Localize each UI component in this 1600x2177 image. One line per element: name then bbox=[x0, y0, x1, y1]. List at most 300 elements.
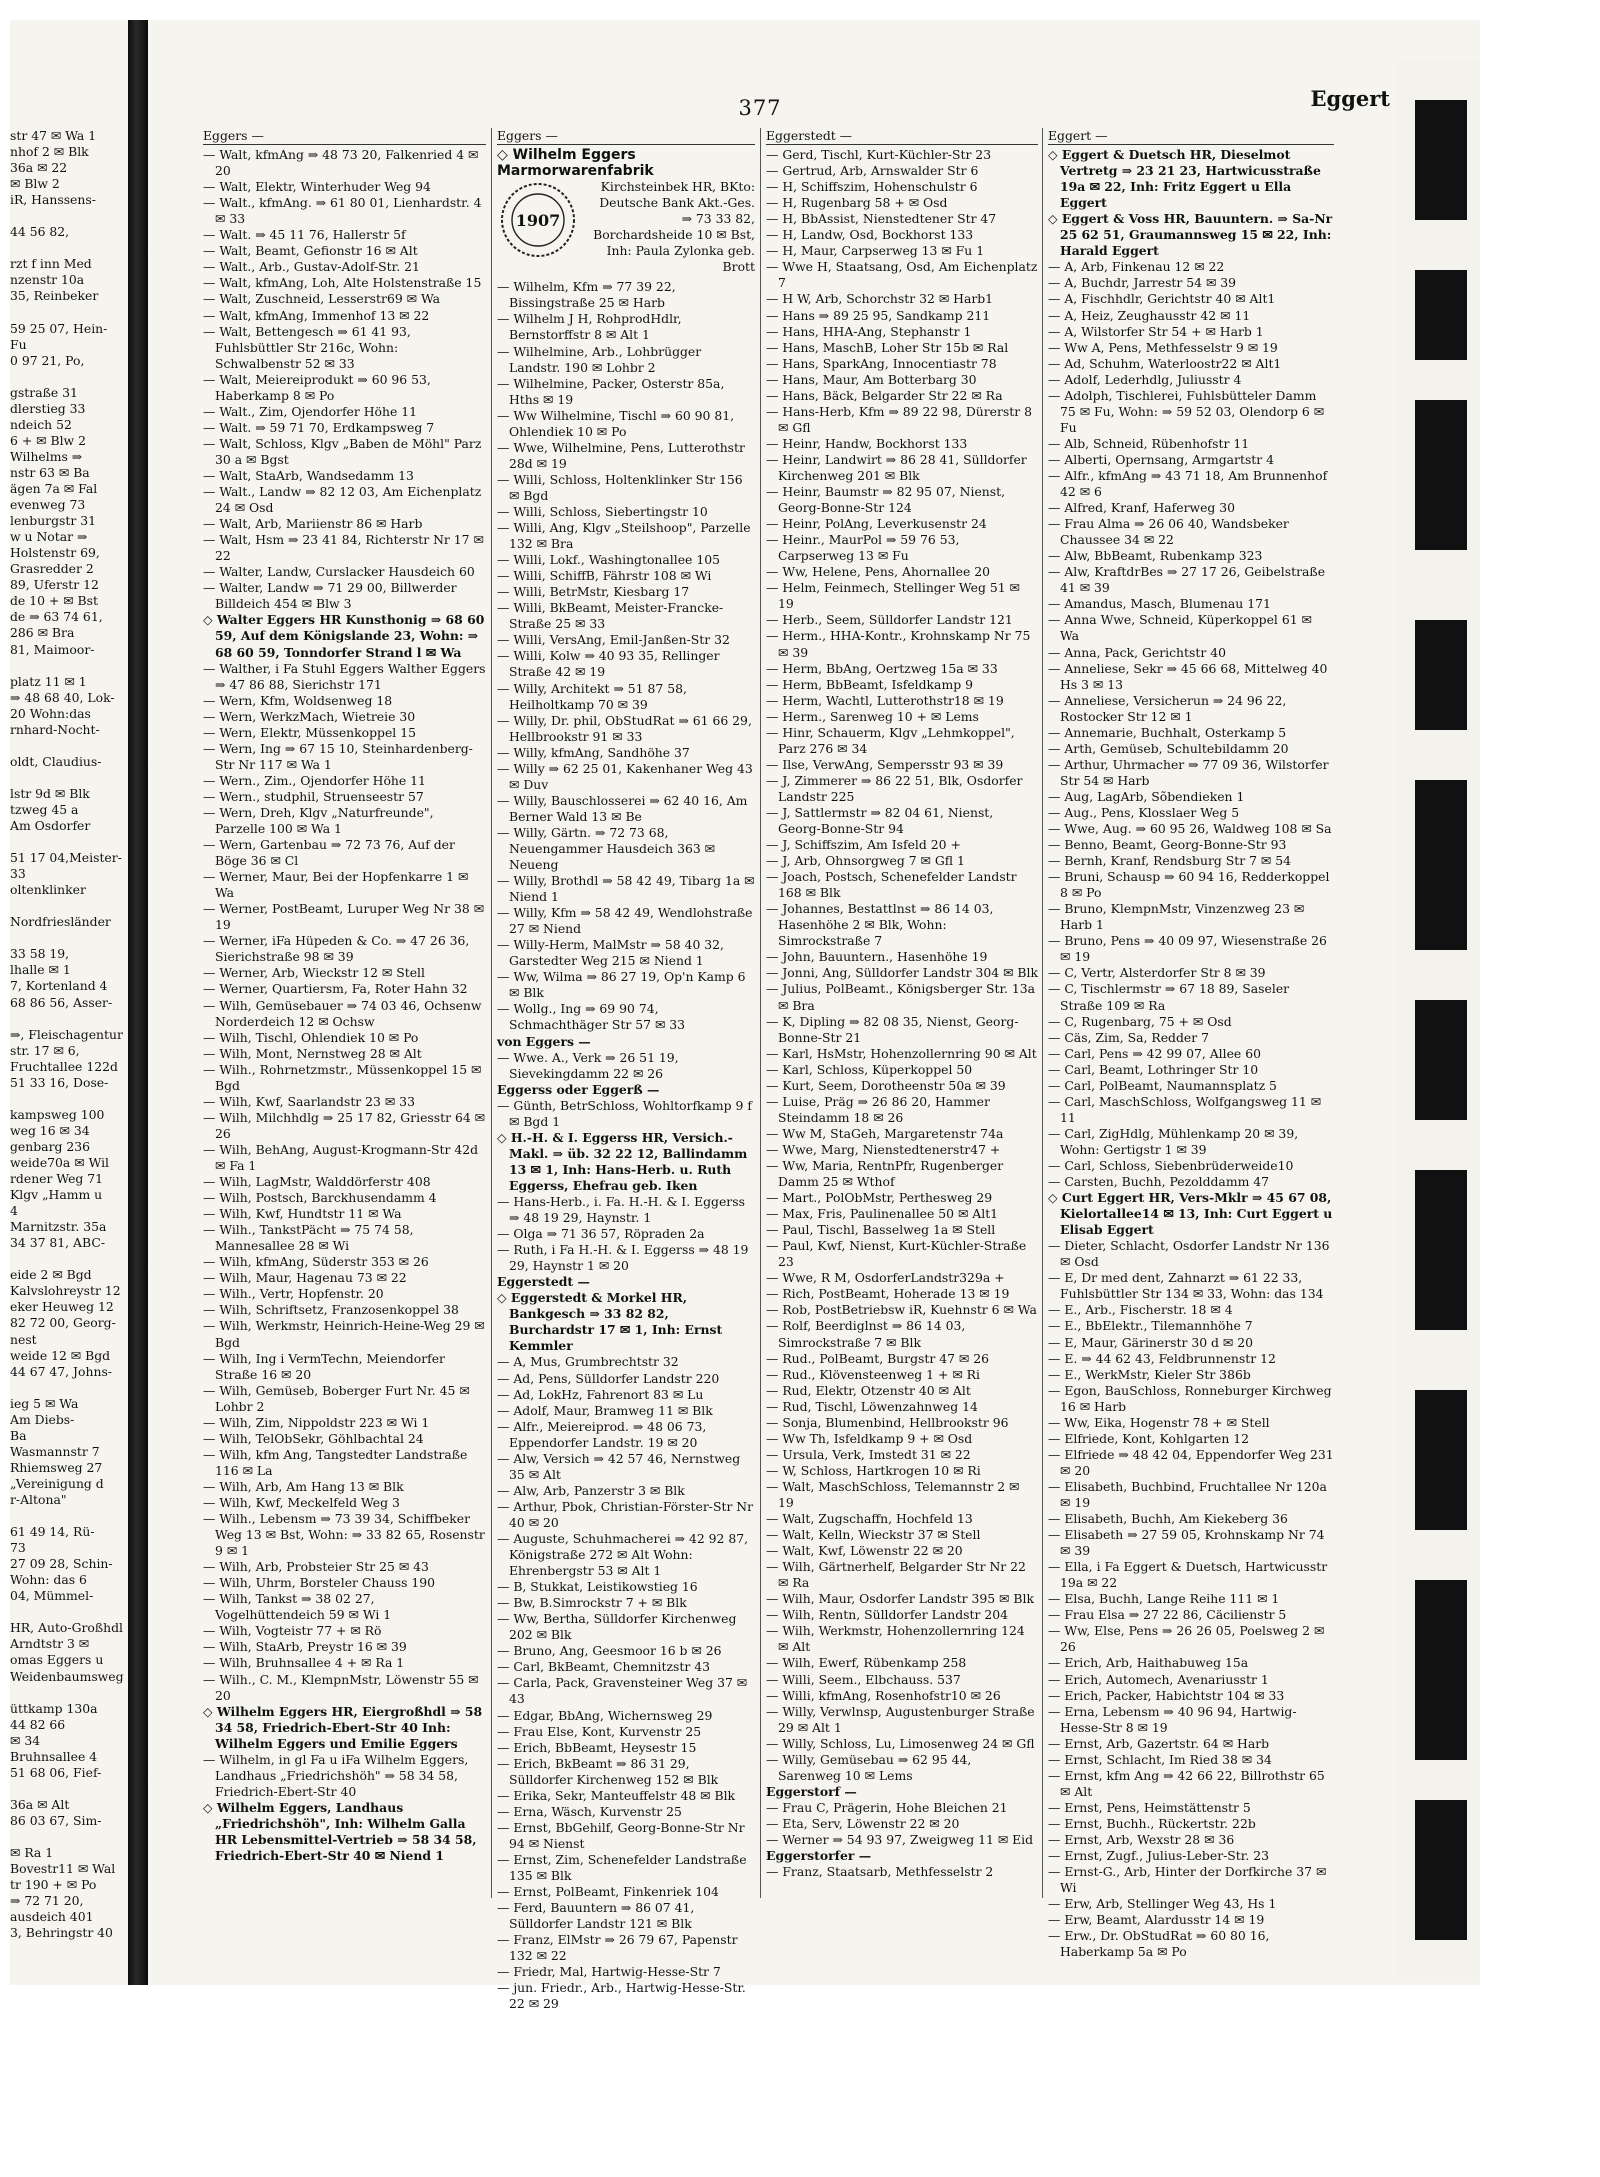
directory-entry: — Wilh, TelObSekr, Göhlbachtal 24 bbox=[203, 1430, 424, 1446]
directory-entry: — Walt, Zuschneid, Lesserstr69 ✉ Wa bbox=[203, 291, 441, 307]
fragment-line: 81, Maimoor- bbox=[10, 641, 95, 657]
fragment-line bbox=[10, 305, 128, 321]
directory-entry: — Luise, Präg ⇒ 26 86 20, Hammer Steindamm 18 ✉ 26 bbox=[766, 1093, 990, 1125]
fragment-line: r-Altona" bbox=[10, 1491, 67, 1507]
directory-entry: Eggerstorfer — bbox=[766, 1848, 872, 1864]
directory-entry: — Herm., HHA-Kontr., Krohnskamp Nr 75 ✉ 39 bbox=[766, 628, 1031, 660]
left-page-fragment bbox=[10, 128, 128, 1941]
directory-entry: — Adolf, Lederhdlg, Juliusstr 4 bbox=[1048, 371, 1242, 387]
fragment-line: ⇒ 72 71 20, bbox=[10, 1893, 84, 1909]
directory-entry: — Wern, Elektr, Müssenkoppel 15 bbox=[203, 724, 416, 740]
directory-entry: — Willi, Schloss, Holtenklinker Str 156 ✉ Bgd bbox=[497, 471, 743, 503]
fragment-line bbox=[10, 240, 128, 256]
directory-entry: ◇ Eggert & Duetsch HR, Dieselmot Vertretg ⇒ 23 21 23, Hartwicusstraße 19a ✉ 22, Inh: Fritz Eggert u Ella Eggert bbox=[1048, 147, 1321, 211]
directory-entry: Eggerstorf — bbox=[766, 1783, 857, 1799]
directory-entry: — Alberti, Opernsang, Armgartstr 4 bbox=[1048, 451, 1275, 467]
directory-entry: — Willi, VersAng, Emil-Janßen-Str 32 bbox=[497, 632, 730, 648]
fragment-line: str 47 ✉ Wa 1 bbox=[10, 128, 97, 143]
svg-text:1907: 1907 bbox=[515, 211, 561, 231]
directory-entry: — Bruno, KlempnMstr, Vinzenzweg 23 ✉ Harb 1 bbox=[1048, 901, 1305, 933]
directory-entry: — Arth, Gemüseb, Schultebildamm 20 bbox=[1048, 740, 1289, 756]
directory-entry: — Willy-Herm, MalMstr ⇒ 58 40 32, Garstedter Weg 215 ✉ Niend 1 bbox=[497, 937, 724, 969]
directory-entry: Eggerss oder Eggerß — bbox=[497, 1081, 660, 1097]
directory-entry: — Alw, Versich ⇒ 42 57 46, Nernstweg 35 ✉ Alt bbox=[497, 1450, 741, 1482]
directory-entry: — Ernst, Buchh., Rückertstr. 22b bbox=[1048, 1815, 1256, 1831]
directory-entry: — Wwe, R M, OsdorferLandstr329a + bbox=[766, 1270, 1005, 1286]
directory-column-4 bbox=[1048, 128, 1334, 1960]
fragment-line: Fruchtallee 122d bbox=[10, 1058, 118, 1074]
directory-entry: — Johannes, Bestattlnst ⇒ 86 14 03, Hasenhöhe 2 ✉ Blk, Wohn: Simrockstraße 7 bbox=[766, 901, 994, 949]
advertisement-title: ◇ Wilhelm Eggers Marmorwarenfabrik bbox=[497, 147, 654, 180]
directory-entry: — J, Zimmerer ⇒ 86 22 51, Blk, Osdorfer Landstr 225 bbox=[766, 772, 1023, 804]
column-head: Eggers — bbox=[497, 128, 755, 145]
directory-entry: — Elisabeth ⇒ 27 59 05, Krohnskamp Nr 74 ✉ 39 bbox=[1048, 1527, 1325, 1559]
directory-entry: — Heinr, Baumstr ⇒ 82 95 07, Nienst, Georg-Bonne-Str 124 bbox=[766, 484, 1006, 516]
directory-entry: — Walt., Landw ⇒ 82 12 03, Am Eichenplatz 24 ✉ Osd bbox=[203, 484, 482, 516]
directory-entry: — E., Arb., Fischerstr. 18 ✉ 4 bbox=[1048, 1302, 1233, 1318]
directory-entry: — Walt, kfmAng, Loh, Alte Holstenstraße 15 bbox=[203, 275, 482, 291]
directory-entry: — Heinr, PolAng, Leverkusenstr 24 bbox=[766, 516, 987, 532]
directory-entry: — Rud., Klövensteenweg 1 + ✉ Ri bbox=[766, 1366, 980, 1382]
directory-entry: — Bruni, Schausp ⇒ 60 94 16, Redderkoppel 8 ✉ Po bbox=[1048, 869, 1330, 901]
fragment-line: 44 67 47, Johns- bbox=[10, 1363, 112, 1379]
directory-entry: — Wilh, Maur, Osdorfer Landstr 395 ✉ Blk bbox=[766, 1591, 1034, 1607]
fragment-line: Kalvslohreystr 12 bbox=[10, 1283, 121, 1299]
fragment-line bbox=[10, 658, 128, 674]
fragment-line bbox=[10, 1011, 128, 1027]
directory-entry: ◇ Eggerstedt & Morkel HR, Bankgesch ⇒ 33 82 82, Burchardstr 17 ✉ 1, Inh: Ernst Kemmler bbox=[497, 1290, 723, 1354]
directory-entry: — Annemarie, Buchhalt, Osterkamp 5 bbox=[1048, 724, 1287, 740]
fragment-line bbox=[10, 738, 128, 754]
directory-entry: — Walt, Zugschaffn, Hochfeld 13 bbox=[766, 1511, 973, 1527]
directory-entry: — Joach, Postsch, Schenefelder Landstr 168 ✉ Blk bbox=[766, 869, 1017, 901]
fragment-line bbox=[10, 1091, 128, 1107]
directory-entry: — Wwe, Aug. ⇒ 60 95 26, Waldweg 108 ✉ Sa bbox=[1048, 821, 1332, 837]
directory-entry: — Willy, Brothdl ⇒ 58 42 49, Tibarg 1a ✉ Niend 1 bbox=[497, 873, 755, 905]
directory-entry: — Arthur, Pbok, Christian-Förster-Str Nr 40 ✉ 20 bbox=[497, 1498, 754, 1530]
directory-entry: — Bruno, Pens ⇒ 40 09 97, Wiesenstraße 26 ✉ 19 bbox=[1048, 933, 1327, 965]
directory-entry: — Walt., Zim, Ojendorfer Höhe 11 bbox=[203, 403, 418, 419]
directory-entry: — Anna, Pack, Gerichtstr 40 bbox=[1048, 644, 1226, 660]
directory-entry: — Willy, Gemüsebau ⇒ 62 95 44, Sarenweg 10 ✉ Lems bbox=[766, 1751, 972, 1783]
fragment-line: tzweg 45 a bbox=[10, 801, 79, 817]
directory-entry: — Wilh, kfm Ang, Tangstedter Landstraße 116 ✉ La bbox=[203, 1446, 468, 1478]
directory-entry: — Hans-Herb., i. Fa. H.-H. & I. Eggerss ⇒ 48 19 29, Haynstr. 1 bbox=[497, 1194, 745, 1226]
directory-entry: — Wern, WerkzMach, Wietreie 30 bbox=[203, 708, 416, 724]
directory-entry: — Wilh, Schriftsetz, Franzosenkoppel 38 bbox=[203, 1302, 459, 1318]
directory-entry: — Helm, Feinmech, Stellinger Weg 51 ✉ 19 bbox=[766, 580, 1020, 612]
directory-entry: — H, Rugenbarg 58 + ✉ Osd bbox=[766, 195, 948, 211]
directory-entry: — Erw, Beamt, Alardusstr 14 ✉ 19 bbox=[1048, 1912, 1265, 1928]
fragment-line: 73 bbox=[10, 1540, 26, 1556]
directory-entry: — Bw, B.Simrockstr 7 + ✉ Blk bbox=[497, 1595, 687, 1611]
fragment-line: dlerstieg 33 bbox=[10, 400, 86, 416]
directory-entry: — Sonja, Blumenbind, Hellbrookstr 96 bbox=[766, 1414, 1009, 1430]
fragment-line: 04, Mümmel- bbox=[10, 1588, 94, 1604]
directory-entry: — H W, Arb, Schorchstr 32 ✉ Harb1 bbox=[766, 291, 994, 307]
directory-entry: — Carl, PolBeamt, Naumannsplatz 5 bbox=[1048, 1077, 1277, 1093]
fragment-line: Rhiemsweg 27 bbox=[10, 1459, 103, 1475]
directory-entry: — Werner, Maur, Bei der Hopfenkarre 1 ✉ Wa bbox=[203, 869, 469, 901]
directory-entry: — Ad, Pens, Sülldorfer Landstr 220 bbox=[497, 1370, 720, 1386]
directory-entry: — Ernst, Zim, Schenefelder Landstraße 135 ✉ Blk bbox=[497, 1851, 747, 1883]
fragment-line: str. 17 ✉ 6, bbox=[10, 1042, 80, 1058]
directory-entry: — Hans, MaschB, Loher Str 15b ✉ Ral bbox=[766, 339, 1009, 355]
fragment-line: genbarg 236 bbox=[10, 1138, 91, 1154]
directory-entry: — Günth, BetrSchloss, Wohltorfkamp 9 f ✉ Bgd 1 bbox=[497, 1097, 752, 1129]
fragment-line: 20 Wohn:das bbox=[10, 705, 91, 721]
directory-entry: — Willi, Lokf., Washingtonallee 105 bbox=[497, 552, 720, 568]
directory-entry: — Franz, Staatsarb, Methfesselstr 2 bbox=[766, 1864, 994, 1880]
directory-entry: — Rich, PostBeamt, Hoherade 13 ✉ 19 bbox=[766, 1286, 1010, 1302]
fragment-line bbox=[10, 1380, 128, 1396]
directory-entry: — Hans, Bäck, Belgarder Str 22 ✉ Ra bbox=[766, 387, 1003, 403]
book-gutter-shadow bbox=[128, 20, 148, 1985]
directory-entry: — Friedr, Mal, Hartwig-Hesse-Str 7 bbox=[497, 1964, 721, 1980]
fragment-line: nest bbox=[10, 1331, 37, 1347]
fragment-line: lenburgstr 31 bbox=[10, 513, 97, 529]
directory-entry: — Hans, HHA-Ang, Stephanstr 1 bbox=[766, 323, 972, 339]
directory-entry: — Wilhelm, in gl Fa u iFa Wilhelm Eggers, Landhaus „Friedrichshöh" ⇒ 58 34 58, Friedrich-Ebert-Str 40 bbox=[203, 1751, 469, 1799]
directory-entry: — Erika, Sekr, Manteuffelstr 48 ✉ Blk bbox=[497, 1787, 736, 1803]
directory-entry: — Alw, KraftdrBes ⇒ 27 17 26, Geibelstraße 41 ✉ 39 bbox=[1048, 564, 1326, 596]
directory-entry: — Alfred, Kranf, Haferweg 30 bbox=[1048, 500, 1236, 516]
directory-entry: — Wern, Ing ⇒ 67 15 10, Steinhardenberg-Str Nr 117 ✉ Wa 1 bbox=[203, 740, 473, 772]
directory-entry: — Dieter, Schlacht, Osdorfer Landstr Nr 136 ✉ Osd bbox=[1048, 1238, 1330, 1270]
directory-entry: — Erw, Arb, Stellinger Weg 43, Hs 1 bbox=[1048, 1896, 1277, 1912]
directory-entry: — Jonni, Ang, Sülldorfer Landstr 304 ✉ Blk bbox=[766, 965, 1038, 981]
directory-entry: — Wern., Zim., Ojendorfer Höhe 11 bbox=[203, 772, 426, 788]
directory-entry: — Willy, Architekt ⇒ 51 87 58, Heilholtkamp 70 ✉ 39 bbox=[497, 680, 687, 712]
directory-entry: — Erna, Lebensm ⇒ 40 96 94, Hartwig-Hesse-Str 8 ✉ 19 bbox=[1048, 1703, 1297, 1735]
directory-entry: — A, Buchdr, Jarrestr 54 ✉ 39 bbox=[1048, 275, 1237, 291]
directory-entry: — Ernst, PolBeamt, Finkenriek 104 bbox=[497, 1884, 719, 1900]
directory-entry: — Adolph, Tischlerei, Fuhlsbütteler Damm 75 ✉ Fu, Wohn: ⇒ 59 52 03, Olendorp 6 ✉ Fu bbox=[1048, 387, 1325, 435]
directory-entry: — Max, Fris, Paulinenallee 50 ✉ Alt1 bbox=[766, 1206, 999, 1222]
directory-entry: — E. ⇒ 44 62 43, Feldbrunnenstr 12 bbox=[1048, 1350, 1276, 1366]
fragment-line bbox=[10, 930, 128, 946]
fragment-line: 34 37 81, ABC- bbox=[10, 1235, 106, 1251]
directory-entry: — Amandus, Masch, Blumenau 171 bbox=[1048, 596, 1271, 612]
directory-entry: — Gerd, Tischl, Kurt-Küchler-Str 23 bbox=[766, 147, 992, 163]
fragment-line: HR, Auto-Großhdl bbox=[10, 1620, 123, 1636]
directory-entry: — Carla, Pack, Gravensteiner Weg 37 ✉ 43 bbox=[497, 1675, 748, 1707]
directory-entry: — Ernst, Pens, Heimstättenstr 5 bbox=[1048, 1799, 1251, 1815]
fragment-line: iR, Hanssens- bbox=[10, 192, 96, 208]
directory-entry: — Arthur, Uhrmacher ⇒ 77 09 36, Wilstorfer Str 54 ✉ Harb bbox=[1048, 756, 1329, 788]
directory-entry: — Ww, Wilma ⇒ 86 27 19, Op'n Kamp 6 ✉ Blk bbox=[497, 969, 746, 1001]
directory-entry: — Wilh, Kwf, Meckelfeld Weg 3 bbox=[203, 1494, 400, 1510]
directory-entry: — Carl, BkBeamt, Chemnitzstr 43 bbox=[497, 1659, 710, 1675]
directory-entry: — Anneliese, Sekr ⇒ 45 66 68, Mittelweg 40 Hs 3 ✉ 13 bbox=[1048, 660, 1328, 692]
directory-entry: — Aug, LagArb, Sõbendieken 1 bbox=[1048, 788, 1245, 804]
directory-entry: — Willy, Verwlnsp, Augustenburger Straße 29 ✉ Alt 1 bbox=[766, 1703, 1035, 1735]
directory-entry: — Bruno, Ang, Geesmoor 16 b ✉ 26 bbox=[497, 1643, 722, 1659]
directory-entry: — John, Bauuntern., Hasenhöhe 19 bbox=[766, 949, 988, 965]
directory-entry: — Wern., studphil, Struenseestr 57 bbox=[203, 788, 424, 804]
fragment-line: weg 16 ✉ 34 bbox=[10, 1122, 90, 1138]
fragment-line: gstraße 31 bbox=[10, 384, 78, 400]
directory-entry: — Eta, Serv, Löwenstr 22 ✉ 20 bbox=[766, 1815, 960, 1831]
directory-entry: — Herb., Seem, Sülldorfer Landstr 121 bbox=[766, 612, 1013, 628]
fragment-line: 6 + ✉ Blw 2 bbox=[10, 432, 86, 448]
directory-entry: — Elisabeth, Buchbind, Fruchtallee Nr 120a ✉ 19 bbox=[1048, 1478, 1327, 1510]
directory-entry: ◇ H.-H. & I. Eggerss HR, Versich.-Makl. ⇒ üb. 32 22 12, Ballindamm 13 ✉ 1, Inh: Hans-Herb. u. Ruth Eggerss, Ehefrau geb. Iken bbox=[497, 1129, 748, 1193]
directory-entry: — Rud., PolBeamt, Burgstr 47 ✉ 26 bbox=[766, 1350, 990, 1366]
directory-entry: — Ilse, VerwAng, Sempersstr 93 ✉ 39 bbox=[766, 756, 1004, 772]
directory-entry: ◇ Wilhelm Eggers, Landhaus „Friedrichshöh", Inh: Wilhelm Galla HR Lebensmittel-Vertrieb ⇒ 58 34 58, Friedrich-Ebert-Str 40 ✉ Niend 1 bbox=[203, 1799, 477, 1864]
column-head: Eggerstedt — bbox=[766, 128, 1038, 145]
directory-entry: — Frau Elsa ⇒ 27 22 86, Cäcilienstr 5 bbox=[1048, 1607, 1287, 1623]
directory-entry: — Adolf, Maur, Bramweg 11 ✉ Blk bbox=[497, 1402, 713, 1418]
directory-entry: — Wilh., Lebensm ⇒ 73 39 34, Schiffbeker Weg 13 ✉ Bst, Wohn: ⇒ 33 82 65, Rosenstr 9 ✉ 1 bbox=[203, 1511, 485, 1559]
fragment-line: Fu bbox=[10, 336, 27, 352]
directory-entry: — Egon, BauSchloss, Ronneburger Kirchweg 16 ✉ Harb bbox=[1048, 1382, 1332, 1414]
fragment-line: omas Eggers u bbox=[10, 1652, 104, 1668]
directory-entry: — Wilh, Ewerf, Rübenkamp 258 bbox=[766, 1655, 967, 1671]
directory-entry: — A, Fischhdlr, Gerichtstr 40 ✉ Alt1 bbox=[1048, 291, 1276, 307]
directory-entry: — Wilh, Uhrm, Borsteler Chauss 190 bbox=[203, 1575, 436, 1591]
directory-entry: — Willy, Kfm ⇒ 58 42 49, Wendlohstraße 27 ✉ Niend bbox=[497, 905, 753, 937]
fragment-line bbox=[10, 898, 128, 914]
fragment-line: Klgv „Hamm u bbox=[10, 1187, 103, 1203]
directory-entry: — B, Stukkat, Leistikowstieg 16 bbox=[497, 1579, 698, 1595]
directory-entry: — Willy, kfmAng, Sandhöhe 37 bbox=[497, 744, 690, 760]
fragment-line: de 10 + ✉ Bst bbox=[10, 593, 98, 609]
directory-entry: — Rud, Elektr, Otzenstr 40 ✉ Alt bbox=[766, 1382, 971, 1398]
fragment-line: 44 56 82, bbox=[10, 224, 70, 240]
directory-entry: — Ernst-G., Arb, Hinter der Dorfkirche 37 ✉ Wi bbox=[1048, 1864, 1327, 1896]
directory-entry: — Erich, Automech, Avenariusstr 1 bbox=[1048, 1671, 1269, 1687]
directory-entry: — Rud, Tischl, Löwenzahnweg 14 bbox=[766, 1398, 978, 1414]
directory-entry: — C, Tischlermstr ⇒ 67 18 89, Saseler Straße 109 ✉ Ra bbox=[1048, 981, 1290, 1013]
directory-entry: — Walt, Beamt, Gefionstr 16 ✉ Alt bbox=[203, 243, 418, 259]
directory-entry: — Elfriede, Kont, Kohlgarten 12 bbox=[1048, 1430, 1250, 1446]
fragment-line: kampsweg 100 bbox=[10, 1106, 105, 1122]
directory-entry: ◇ Eggert & Voss HR, Bauuntern. ⇒ Sa-Nr 25 62 51, Graumannsweg 15 ✉ 22, Inh: Harald Eggert bbox=[1048, 211, 1333, 259]
directory-entry: — Ww Th, Isfeldkamp 9 + ✉ Osd bbox=[766, 1430, 973, 1446]
directory-entry: — Carl, Beamt, Lothringer Str 10 bbox=[1048, 1061, 1259, 1077]
directory-entry: — Wilh., Rohrnetzmstr., Müssenkoppel 15 ✉ Bgd bbox=[203, 1061, 482, 1093]
fragment-line: ✉ 34 bbox=[10, 1732, 41, 1748]
fragment-line: oltenklinker bbox=[10, 882, 86, 898]
directory-entry: — Wilh, Zim, Nippoldstr 223 ✉ Wi 1 bbox=[203, 1414, 430, 1430]
fragment-line: 59 25 07, Hein- bbox=[10, 320, 108, 336]
directory-entry: — Walt, Bettengesch ⇒ 61 41 93, Fuhlsbüttler Str 216c, Wohn: Schwalbenstr 52 ✉ 33 bbox=[203, 323, 411, 371]
directory-entry: — Carl, Schloss, Siebenbrüderweide10 bbox=[1048, 1158, 1294, 1173]
directory-entry: — Wilhelmine, Arb., Lohbrügger Landstr. 190 ✉ Lohbr 2 bbox=[497, 343, 702, 375]
fragment-line: lhalle ✉ 1 bbox=[10, 962, 71, 978]
directory-entry: — K, Dipling ⇒ 82 08 35, Nienst, Georg-Bonne-Str 21 bbox=[766, 1013, 1019, 1045]
directory-entry: — Walt. ⇒ 59 71 70, Erdkampsweg 7 bbox=[203, 419, 435, 435]
directory-entry: — Herm, BbBeamt, Isfeldkamp 9 bbox=[766, 676, 973, 692]
fragment-line: 68 86 56, Asser- bbox=[10, 994, 113, 1010]
fragment-line bbox=[10, 208, 128, 224]
directory-entry: — Olga ⇒ 71 36 57, Röpraden 2a bbox=[497, 1226, 705, 1242]
directory-entry: — Wilh, Werkmstr, Heinrich-Heine-Weg 29 ✉ Bgd bbox=[203, 1318, 485, 1350]
directory-entry: — Ww, Bertha, Sülldorfer Kirchenweg 202 ✉ Blk bbox=[497, 1611, 737, 1643]
directory-entry: — Hinr, Schauerm, Klgv „Lehmkoppel", Parz 276 ✉ 34 bbox=[766, 724, 1015, 756]
directory-entry: — Erich, Packer, Habichtstr 104 ✉ 33 bbox=[1048, 1687, 1285, 1703]
directory-entry: — Wilh, Milchhdlg ⇒ 25 17 82, Griesstr 64 ✉ 26 bbox=[203, 1109, 486, 1141]
directory-entry: — Wilhelmine, Packer, Osterstr 85a, Hths ✉ 19 bbox=[497, 375, 725, 407]
directory-entry: — Wilh, Werkmstr, Hohenzollernring 124 ✉ Alt bbox=[766, 1623, 1025, 1655]
directory-entry: — H, Maur, Carpserweg 13 ✉ Fu 1 bbox=[766, 243, 985, 259]
directory-entry: — Ursula, Verk, Imstedt 31 ✉ 22 bbox=[766, 1446, 971, 1462]
fragment-line: 286 ✉ Bra bbox=[10, 625, 75, 641]
directory-entry: — Walt, StaArb, Wandsedamm 13 bbox=[203, 467, 414, 483]
fragment-line: Holstenstr 69, bbox=[10, 545, 100, 561]
directory-entry: — Wilh, Gemüseb, Boberger Furt Nr. 45 ✉ Lohbr 2 bbox=[203, 1382, 470, 1414]
directory-entry: — J, Arb, Ohnsorgweg 7 ✉ Gfl 1 bbox=[766, 853, 965, 869]
fragment-line: 44 82 66 bbox=[10, 1716, 66, 1732]
fragment-line: Arndtstr 3 ✉ bbox=[10, 1636, 90, 1652]
fragment-line: nzenstr 10a bbox=[10, 272, 85, 288]
directory-entry: — Walt, Meiereiprodukt ⇒ 60 96 53, Haberkamp 8 ✉ Po bbox=[203, 371, 431, 403]
directory-entry: — A, Arb, Finkenau 12 ✉ 22 bbox=[1048, 259, 1225, 275]
directory-entry: — Wilh, Arb, Am Hang 13 ✉ Blk bbox=[203, 1478, 404, 1494]
directory-entry: — Anna Wwe, Schneid, Küperkoppel 61 ✉ Wa bbox=[1048, 612, 1312, 644]
directory-entry: — Walter, Landw, Curslacker Hausdeich 60 bbox=[203, 564, 475, 580]
directory-entry: — Herm, BbAng, Oertzweg 15a ✉ 33 bbox=[766, 660, 998, 676]
directory-entry: — Wilh, Vogteistr 77 + ✉ Rö bbox=[203, 1623, 382, 1639]
directory-entry: — Rob, PostBetriebsw iR, Kuehnstr 6 ✉ Wa bbox=[766, 1302, 1037, 1318]
directory-entry: — Carl, Pens ⇒ 42 99 07, Allee 60 bbox=[1048, 1045, 1261, 1061]
directory-entry: — E., BbElektr., Tilemannhöhe 7 bbox=[1048, 1318, 1253, 1334]
directory-entry: — Willi, Kolw ⇒ 40 93 35, Rellinger Straße 42 ✉ 19 bbox=[497, 648, 720, 680]
fragment-line bbox=[10, 770, 128, 786]
fragment-line: Weidenbaumsweg bbox=[10, 1668, 124, 1684]
directory-entry: — Elisabeth, Buchh, Am Kiekeberg 36 bbox=[1048, 1511, 1288, 1527]
directory-entry: — Erich, BkBeamt ⇒ 86 31 29, Sülldorfer Kirchenweg 152 ✉ Blk bbox=[497, 1755, 719, 1787]
directory-entry: — Kurt, Seem, Dorotheenstr 50a ✉ 39 bbox=[766, 1077, 1006, 1093]
directory-entry: — Walt, Kelln, Wieckstr 37 ✉ Stell bbox=[766, 1527, 981, 1543]
directory-entry: — Walt, MaschSchloss, Telemannstr 2 ✉ 19 bbox=[766, 1478, 1020, 1510]
directory-entry: — Wilh, Bruhnsallee 4 + ✉ Ra 1 bbox=[203, 1655, 405, 1671]
directory-entry: — Gertrud, Arb, Arnswalder Str 6 bbox=[766, 163, 979, 179]
directory-entry: — Wilh., Vertr, Hopfenstr. 20 bbox=[203, 1286, 384, 1302]
directory-entry: — Herm, Wachtl, Lutterothstr18 ✉ 19 bbox=[766, 692, 1004, 708]
directory-entry: — Heinr., MaurPol ⇒ 59 76 53, Carpserweg 13 ✉ Fu bbox=[766, 532, 960, 564]
fragment-line: 35, Reinbeker bbox=[10, 288, 99, 304]
directory-entry: — Karl, Schloss, Küperkoppel 50 bbox=[766, 1061, 973, 1077]
directory-entry: — Ww M, StaGeh, Margaretenstr 74a bbox=[766, 1125, 1004, 1141]
fragment-line: 3, Behringstr 40 bbox=[10, 1925, 113, 1941]
directory-entry: — Ad, LokHz, Fahrenort 83 ✉ Lu bbox=[497, 1386, 704, 1402]
directory-entry: — Hans, Maur, Am Botterbarg 30 bbox=[766, 371, 977, 387]
directory-entry: — Willi, Schloss, Siebertingstr 10 bbox=[497, 503, 708, 519]
fragment-line bbox=[10, 1604, 128, 1620]
directory-entry: — Carsten, Buchh, Pezolddamm 47 bbox=[1048, 1174, 1270, 1190]
directory-entry: ◇ Curt Eggert HR, Vers-Mklr ⇒ 45 67 08, Kielortallee14 ✉ 13, Inh: Curt Eggert u Elisab Eggert bbox=[1048, 1190, 1333, 1238]
fragment-line: ndeich 52 bbox=[10, 416, 72, 432]
advertisement-text: Kirchsteinbek HR, BKto: Deutsche Bank Akt.-Ges. ⇒ 73 33 82, Borchardsheide 10 ✉ Bst, Inh: Paula Zylonka geb. Brott bbox=[593, 179, 755, 275]
directory-entry: — Ruth, i Fa H.-H. & I. Eggerss ⇒ 48 19 29, Haynstr 1 ✉ 20 bbox=[497, 1242, 749, 1274]
directory-entry: ◇ Walter Eggers HR Kunsthonig ⇒ 68 60 59, Auf dem Königslande 23, Wohn: ⇒ 68 60 59, Tonndorfer Strand l ✉ Wa bbox=[203, 612, 485, 660]
column-rule bbox=[760, 128, 761, 1898]
directory-entry: — Hans ⇒ 89 25 95, Sandkamp 211 bbox=[766, 307, 991, 323]
directory-entry: — Alb, Schneid, Rübenhofstr 11 bbox=[1048, 435, 1250, 451]
fragment-line: Nordfriesländer bbox=[10, 914, 111, 930]
company-advertisement bbox=[497, 147, 755, 275]
directory-entry: — Walt, kfmAng ⇒ 48 73 20, Falkenried 4 ✉ 20 bbox=[203, 147, 479, 179]
directory-entry: — Willy, Dr. phil, ObStudRat ⇒ 61 66 29, Hellbrookstr 91 ✉ 33 bbox=[497, 712, 752, 744]
directory-entry: — Wilh, Kwf, Saarlandstr 23 ✉ 33 bbox=[203, 1093, 415, 1109]
fragment-line: nhof 2 ✉ Blk bbox=[10, 144, 89, 160]
fragment-line: de ⇒ 63 74 61, bbox=[10, 609, 103, 625]
fragment-line: ✉ Blw 2 bbox=[10, 176, 60, 192]
directory-entry: — Wilh, Ing i VermTechn, Meiendorfer Straße 16 ✉ 20 bbox=[203, 1350, 445, 1382]
fragment-line: 7, Kortenland 4 bbox=[10, 978, 108, 994]
fragment-line: 27 09 28, Schin- bbox=[10, 1556, 113, 1572]
fragment-line: 0 97 21, Po, bbox=[10, 352, 85, 368]
directory-entry: — Ww A, Pens, Methfesselstr 9 ✉ 19 bbox=[1048, 339, 1278, 355]
fragment-line: Wilhelms ⇒ bbox=[10, 448, 83, 464]
fragment-line: „Vereinigung d bbox=[10, 1475, 104, 1491]
directory-entry: — Wilh, Tankst ⇒ 38 02 27, Vogelhüttendeich 59 ✉ Wi 1 bbox=[203, 1591, 392, 1623]
directory-entry: — Erich, Arb, Haithabuweg 15a bbox=[1048, 1655, 1249, 1671]
directory-entry: — Paul, Tischl, Basselweg 1a ✉ Stell bbox=[766, 1222, 996, 1238]
directory-entry: — Frau Else, Kont, Kurvenstr 25 bbox=[497, 1723, 702, 1739]
fragment-line: Wohn: das 6 bbox=[10, 1572, 87, 1588]
directory-entry: — Erw., Dr. ObStudRat ⇒ 60 80 16, Haberkamp 5a ✉ Po bbox=[1048, 1928, 1270, 1960]
directory-entry: — Ernst, BbGehilf, Georg-Bonne-Str Nr 94 ✉ Nienst bbox=[497, 1819, 745, 1851]
directory-entry: — Wilh, Gärtnerhelf, Belgarder Str Nr 22 ✉ Ra bbox=[766, 1559, 1026, 1591]
directory-entry: — Carl, MaschSchloss, Wolfgangsweg 11 ✉ 11 bbox=[1048, 1093, 1322, 1125]
fragment-line: üttkamp 130a bbox=[10, 1700, 98, 1716]
directory-entry: — Willy ⇒ 62 25 01, Kakenhaner Weg 43 ✉ Duv bbox=[497, 760, 753, 792]
directory-entry: — Wwe H, Staatsang, Osd, Am Eichenplatz 7 bbox=[766, 259, 1038, 291]
directory-entry: — Karl, HsMstr, Hohenzollernring 90 ✉ Alt bbox=[766, 1045, 1037, 1061]
directory-entry: — Hans-Herb, Kfm ⇒ 89 22 98, Dürerstr 8 ✉ Gfl bbox=[766, 403, 1032, 435]
directory-entry: — Wilh, Mont, Nernstweg 28 ✉ Alt bbox=[203, 1045, 422, 1061]
fragment-line: weide 12 ✉ Bgd bbox=[10, 1347, 111, 1363]
directory-entry: — Elfriede ⇒ 48 42 04, Eppendorfer Weg 231 ✉ 20 bbox=[1048, 1446, 1334, 1478]
directory-entry: — Ad, Schuhm, Waterloostr22 ✉ Alt1 bbox=[1048, 355, 1282, 371]
directory-entry: — Wilh., C. M., KlempnMstr, Löwenstr 55 ✉ 20 bbox=[203, 1671, 479, 1703]
fragment-line: Ba bbox=[10, 1427, 27, 1443]
directory-entry: — Walt., kfmAng. ⇒ 61 80 01, Lienhardstr. 4 ✉ 33 bbox=[203, 195, 482, 227]
directory-column-2 bbox=[497, 128, 755, 2012]
directory-entry: — Frau C, Prägerin, Hohe Bleichen 21 bbox=[766, 1799, 1008, 1815]
directory-entry: — Ferd, Bauuntern ⇒ 86 07 41, Sülldorfer Landstr 121 ✉ Blk bbox=[497, 1900, 695, 1932]
directory-entry: — Aug., Pens, Klosslaer Weg 5 bbox=[1048, 804, 1240, 820]
fragment-line: ⇒, Fleischagentur bbox=[10, 1026, 123, 1042]
directory-entry: — Ernst, Schlacht, Im Ried 38 ✉ 34 bbox=[1048, 1751, 1272, 1767]
directory-entry: — Hans, SparkAng, Innocentiastr 78 bbox=[766, 355, 997, 371]
directory-entry: — Wilhelm J H, RohprodHdlr, Bernstorffstr 8 ✉ Alt 1 bbox=[497, 311, 682, 343]
fragment-line: eker Heuweg 12 bbox=[10, 1299, 114, 1315]
column-rule bbox=[491, 128, 492, 1898]
directory-entry: — Wwe, Wilhelmine, Pens, Lutterothstr 28d ✉ 19 bbox=[497, 439, 745, 471]
directory-entry: — Walt, Kwf, Löwenstr 22 ✉ 20 bbox=[766, 1543, 963, 1559]
directory-entry: — Ww Wilhelmine, Tischl ⇒ 60 90 81, Ohlendiek 10 ✉ Po bbox=[497, 407, 735, 439]
directory-entry: — W, Schloss, Hartkrogen 10 ✉ Ri bbox=[766, 1462, 981, 1478]
directory-entry: Eggerstedt — bbox=[497, 1274, 590, 1290]
directory-entry: — Elsa, Buchh, Lange Reihe 111 ✉ 1 bbox=[1048, 1591, 1280, 1607]
directory-entry: — Werner, Arb, Wieckstr 12 ✉ Stell bbox=[203, 965, 425, 981]
fragment-line: 89, Uferstr 12 bbox=[10, 577, 99, 593]
directory-entry: — Wilh., TankstPächt ⇒ 75 74 58, Mannesallee 28 ✉ Wi bbox=[203, 1222, 414, 1254]
fragment-line: ieg 5 ✉ Wa bbox=[10, 1395, 79, 1411]
directory-entry: — Paul, Kwf, Nienst, Kurt-Küchler-Straße 23 bbox=[766, 1238, 1027, 1270]
edge-index-strip bbox=[1395, 60, 1480, 1975]
directory-column-3 bbox=[766, 128, 1038, 1908]
directory-entry: — Willi, SchiffB, Fährstr 108 ✉ Wi bbox=[497, 568, 712, 584]
directory-entry: — Heinr, Landwirt ⇒ 86 28 41, Sülldorfer Kirchenweg 201 ✉ Blk bbox=[766, 451, 1027, 483]
directory-entry: — Werner, PostBeamt, Luruper Weg Nr 38 ✉ 19 bbox=[203, 901, 485, 933]
directory-entry: — Wilh, Tischl, Ohlendiek 10 ✉ Po bbox=[203, 1029, 419, 1045]
